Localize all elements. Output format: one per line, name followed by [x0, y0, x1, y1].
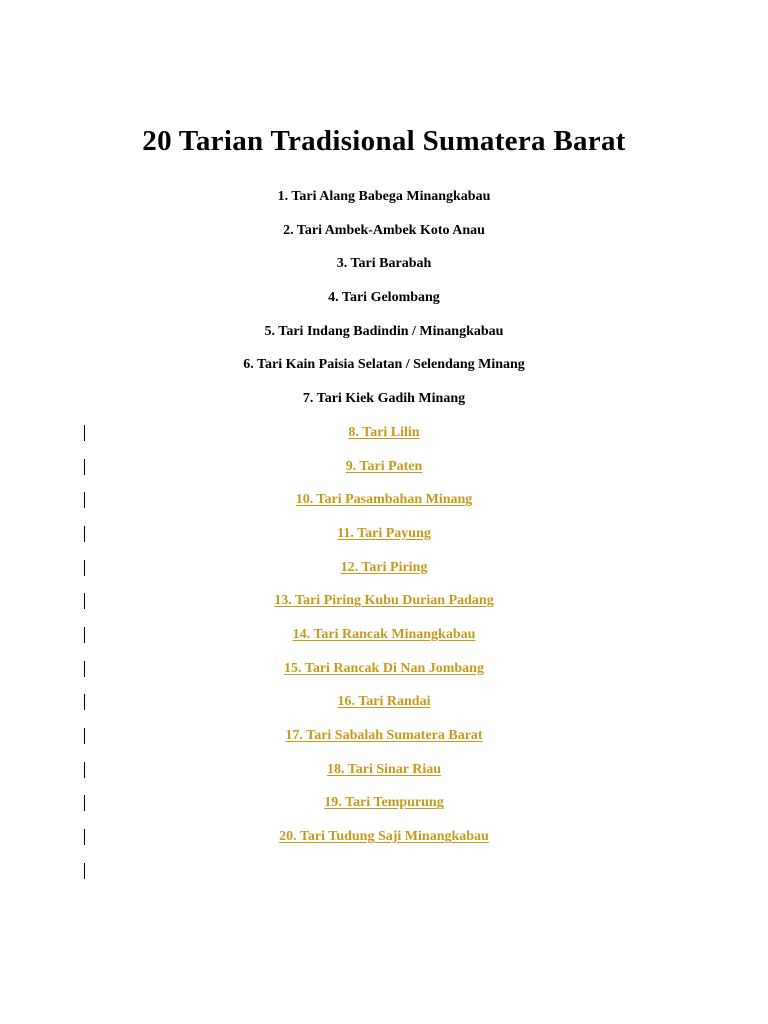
line-marker — [84, 829, 85, 845]
list-item — [0, 555, 768, 589]
list-item-link[interactable]: 15. Tari Rancak Di Nan Jombang — [284, 660, 484, 676]
list-item — [0, 689, 768, 723]
line-marker — [84, 459, 85, 475]
list-item — [0, 487, 768, 521]
line-marker — [84, 560, 85, 576]
list-item — [0, 184, 768, 218]
list-item-link[interactable]: 12. Tari Piring — [340, 559, 428, 575]
list-item-link[interactable]: 13. Tari Piring Kubu Durian Padang — [274, 593, 494, 609]
line-marker — [84, 795, 85, 811]
list-item-link[interactable]: 17. Tari Sabalah Sumatera Barat — [285, 728, 483, 743]
list-item — [0, 622, 768, 656]
line-marker — [84, 694, 85, 710]
list-item-link[interactable]: 19. Tari Tempurung — [324, 795, 444, 811]
list-item-link[interactable]: 16. Tari Randai — [337, 694, 431, 710]
list-item — [0, 251, 768, 285]
list-item-text: 4. Tari Gelombang — [328, 290, 440, 306]
line-marker — [84, 728, 85, 744]
list-item-text: 3. Tari Barabah — [336, 256, 432, 272]
line-marker — [84, 492, 85, 508]
list-item-link[interactable]: 11. Tari Payung — [337, 525, 431, 541]
list-item — [0, 420, 768, 454]
list-item-text: 2. Tari Ambek-Ambek Koto Anau — [283, 222, 485, 238]
list-item-link[interactable]: 10. Tari Pasambahan Minang — [295, 492, 473, 508]
line-marker — [84, 627, 85, 643]
list-item-text: 5. Tari Indang Badindin / Minangkabau — [264, 323, 504, 339]
list-item — [0, 757, 768, 791]
list-item — [0, 218, 768, 252]
list-item-text: 1. Tari Alang Babega Minangkabau — [277, 189, 491, 204]
list-item-link[interactable]: 20. Tari Tudung Saji Minangkabau — [279, 829, 489, 845]
line-marker — [84, 425, 85, 441]
list-item-text: 7. Tari Kiek Gadih Minang — [302, 391, 466, 407]
line-marker — [84, 526, 85, 542]
dance-list — [0, 184, 768, 858]
list-item — [0, 285, 768, 319]
list-item — [0, 656, 768, 690]
list-item — [0, 319, 768, 353]
line-marker — [84, 863, 85, 879]
list-item-link[interactable]: 14. Tari Rancak Minangkabau — [292, 626, 476, 642]
line-marker — [84, 661, 85, 677]
list-item — [0, 386, 768, 420]
list-item — [0, 588, 768, 622]
line-marker — [84, 593, 85, 609]
list-item-link[interactable]: 18. Tari Sinar Riau — [326, 761, 442, 777]
page-title: 20 Tarian Tradisional Sumatera Barat — [142, 125, 626, 158]
list-item — [0, 352, 768, 386]
list-item-text: 6. Tari Kain Paisia Selatan / Selendang Minang — [243, 357, 525, 373]
list-item — [0, 521, 768, 555]
list-item — [0, 790, 768, 824]
list-item-link[interactable]: 8. Tari Lilin — [348, 424, 420, 440]
list-item — [0, 824, 768, 858]
list-item-link[interactable]: 9. Tari Paten — [345, 458, 423, 474]
list-item — [0, 723, 768, 757]
line-marker — [84, 762, 85, 778]
list-item — [0, 454, 768, 488]
